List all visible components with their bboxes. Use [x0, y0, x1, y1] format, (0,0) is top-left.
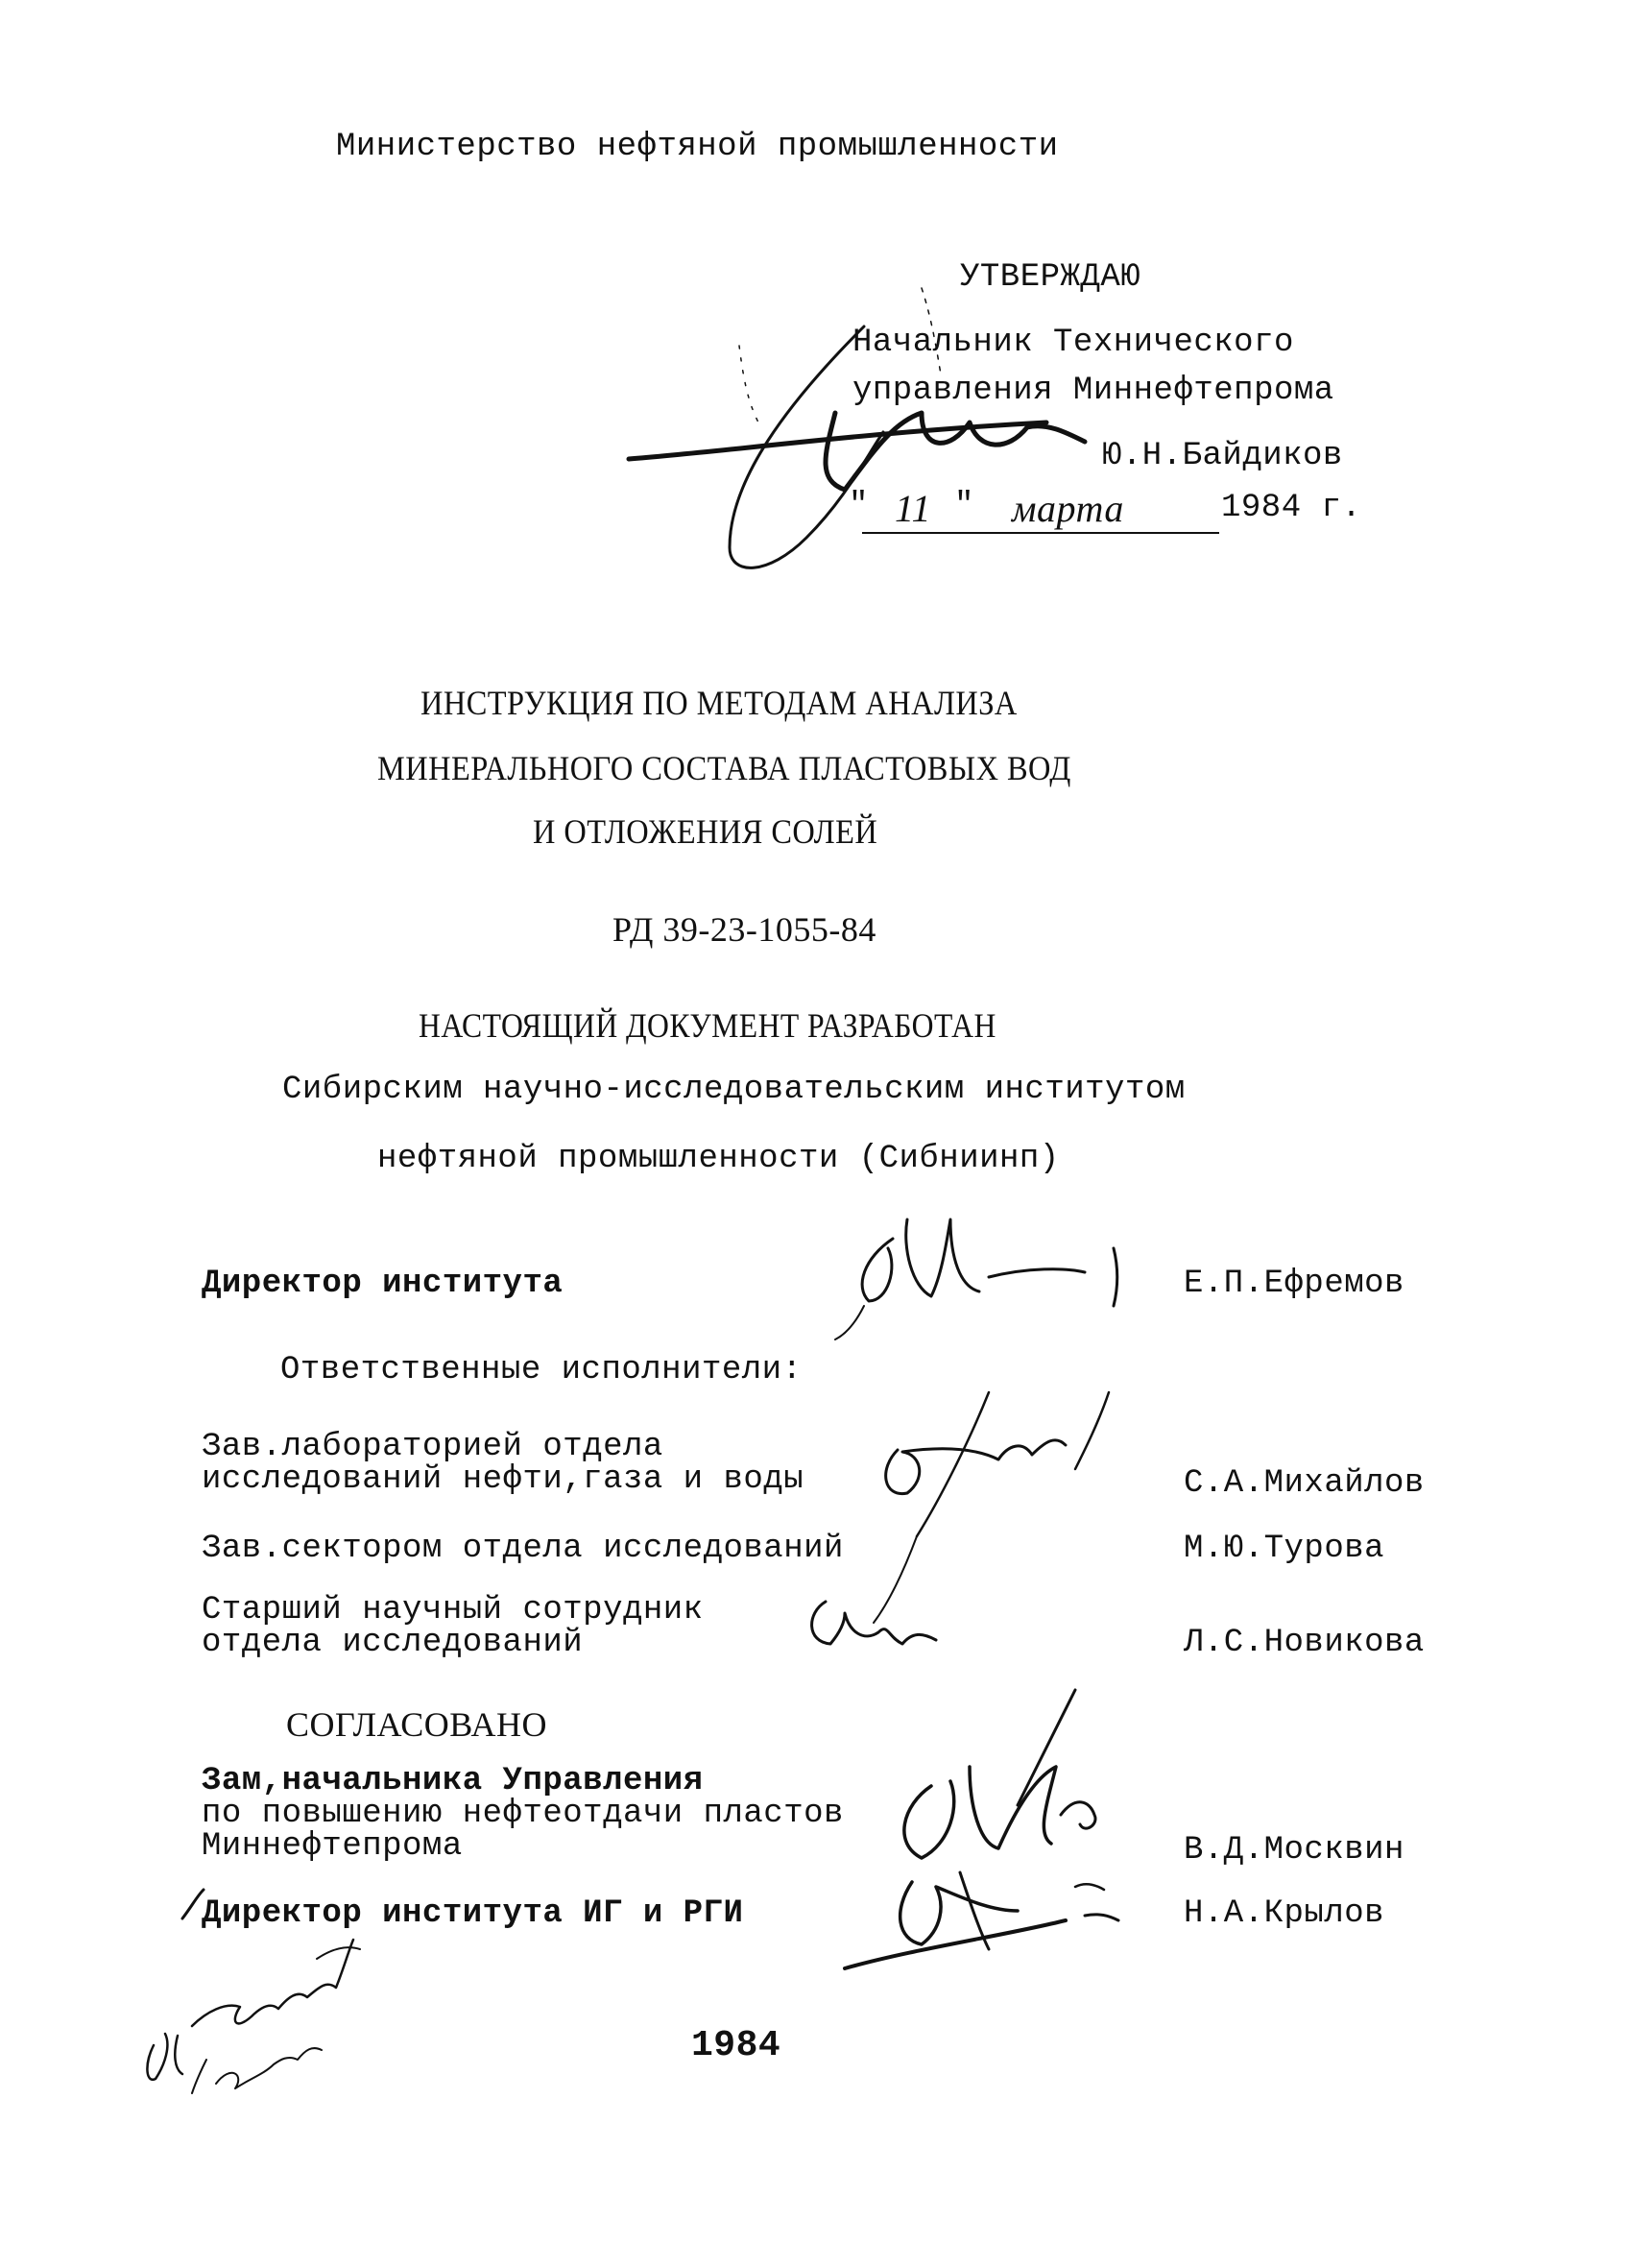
title-line3: И ОТЛОЖЕНИЯ СОЛЕЙ — [533, 812, 878, 851]
approval-date-day: 11 — [895, 487, 932, 530]
senior-role-line1: Старший научный сотрудник — [202, 1592, 704, 1629]
lab-name: С.А.Михайлов — [1184, 1465, 1425, 1502]
deputy-role-line2: по повышению нефтеотдачи пластов — [202, 1796, 844, 1832]
approval-name: Ю.Н.Байдиков — [1102, 438, 1343, 474]
lab-role-line2: исследований нефти,газа и воды — [202, 1461, 804, 1498]
title-line1: ИНСТРУКЦИЯ ПО МЕТОДАМ АНАЛИЗА — [420, 684, 1018, 722]
lab-role-line1: Зав.лабораторией отдела — [202, 1429, 663, 1465]
approval-date: " 11 " марта 1984 г. — [849, 480, 1348, 538]
deputy-name: В.Д.Москвин — [1184, 1832, 1404, 1869]
agreed-heading: СОГЛАСОВАНО — [286, 1705, 547, 1744]
approval-heading: УТВЕРЖДАЮ — [960, 259, 1141, 296]
title-line2: МИНЕРАЛЬНОГО СОСТАВА ПЛАСТОВЫХ ВОД — [377, 749, 1071, 787]
director-name: Е.П.Ефремов — [1184, 1266, 1404, 1302]
developer-line1: Сибирским научно-исследовательским институтом — [282, 1072, 1186, 1108]
approval-date-year: 1984 г. — [1221, 490, 1362, 526]
ministry-header: Министерство нефтяной промышленности — [336, 129, 1059, 165]
approval-date-month: марта — [1012, 487, 1124, 530]
sector-name: М.Ю.Турова — [1184, 1531, 1385, 1567]
approval-position-line2: управления Миннефтепрома — [852, 373, 1334, 409]
director-role: Директор института — [202, 1266, 564, 1302]
deputy-role-line1: Зам,начальника Управления — [202, 1763, 704, 1799]
footer-year: 1984 — [691, 2025, 781, 2066]
developer-heading: НАСТОЯЩИЙ ДОКУМЕНТ РАЗРАБОТАН — [419, 1006, 996, 1045]
sector-role: Зав.сектором отдела исследований — [202, 1531, 844, 1567]
deputy-role-line3: Миннефтепрома — [202, 1828, 463, 1865]
developer-line2: нефтяной промышленности (Сибниинп) — [377, 1141, 1060, 1177]
approval-position-line1: Начальник Технического — [852, 325, 1294, 361]
senior-name: Л.С.Новикова — [1184, 1625, 1425, 1661]
document-code: РД 39-23-1055-84 — [612, 910, 876, 949]
senior-role-line2: отдела исследований — [202, 1625, 584, 1661]
director2-name: Н.А.Крылов — [1184, 1895, 1385, 1932]
responsible-heading: Ответственные исполнители: — [280, 1352, 803, 1388]
director2-role: Директор института ИГ и РГИ — [202, 1895, 744, 1932]
